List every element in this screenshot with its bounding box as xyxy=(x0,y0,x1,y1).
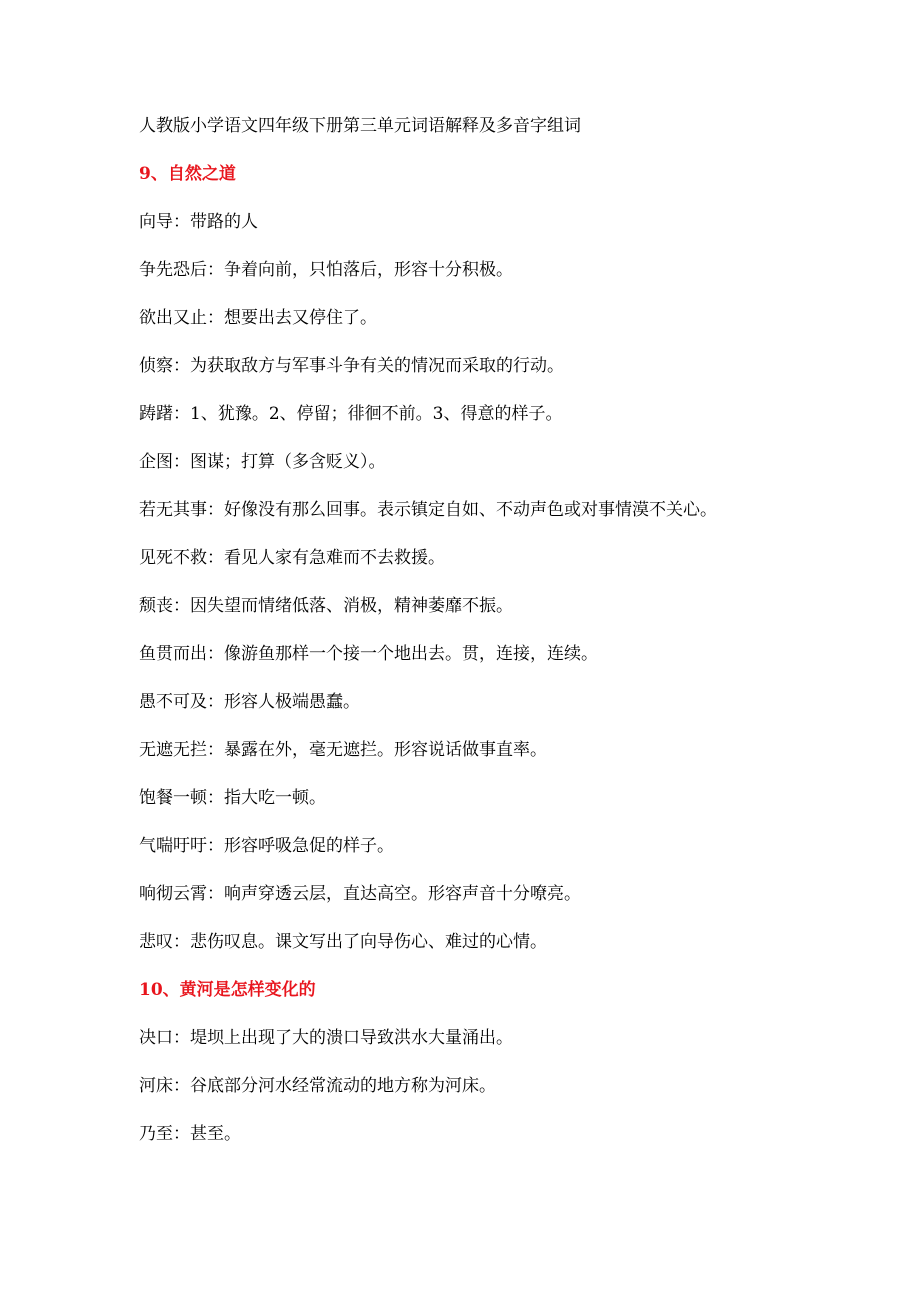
entry: 欲出又止：想要出去又停住了。 xyxy=(139,308,377,328)
entry: 气喘吁吁：形容呼吸急促的样子。 xyxy=(139,836,394,856)
entry: 向导：带路的人 xyxy=(139,212,258,232)
entry: 河床：谷底部分河水经常流动的地方称为河床。 xyxy=(139,1076,496,1096)
document-title: 人教版小学语文四年级下册第三单元词语解释及多音字组词 xyxy=(139,116,581,136)
entry: 乃至：甚至。 xyxy=(139,1124,241,1144)
entry: 争先恐后：争着向前，只怕落后，形容十分积极。 xyxy=(139,260,513,280)
entry: 悲叹：悲伤叹息。课文写出了向导伤心、难过的心情。 xyxy=(139,932,547,952)
section-heading: 9、自然之道 xyxy=(139,164,236,184)
entry: 无遮无拦：暴露在外，毫无遮拦。形容说话做事直率。 xyxy=(139,740,547,760)
entry: 颓丧：因失望而情绪低落、消极，精神萎靡不振。 xyxy=(139,596,513,616)
entry: 见死不救：看见人家有急难而不去救援。 xyxy=(139,548,445,568)
entry: 若无其事：好像没有那么回事。表示镇定自如、不动声色或对事情漠不关心。 xyxy=(139,500,717,520)
entry: 踌躇：1、犹豫。2、停留；徘徊不前。3、得意的样子。 xyxy=(139,404,563,424)
entry: 企图：图谋；打算（多含贬义）。 xyxy=(139,452,386,472)
entry: 饱餐一顿：指大吃一顿。 xyxy=(139,788,326,808)
entry: 决口：堤坝上出现了大的溃口导致洪水大量涌出。 xyxy=(139,1028,513,1048)
entry: 愚不可及：形容人极端愚蠢。 xyxy=(139,692,360,712)
entry: 侦察：为获取敌方与军事斗争有关的情况而采取的行动。 xyxy=(139,356,564,376)
document-page xyxy=(139,102,839,1158)
entry: 鱼贯而出：像游鱼那样一个接一个地出去。贯，连接，连续。 xyxy=(139,644,598,664)
entry: 响彻云霄：响声穿透云层，直达高空。形容声音十分嘹亮。 xyxy=(139,884,581,904)
section-heading: 10、黄河是怎样变化的 xyxy=(139,980,316,1000)
